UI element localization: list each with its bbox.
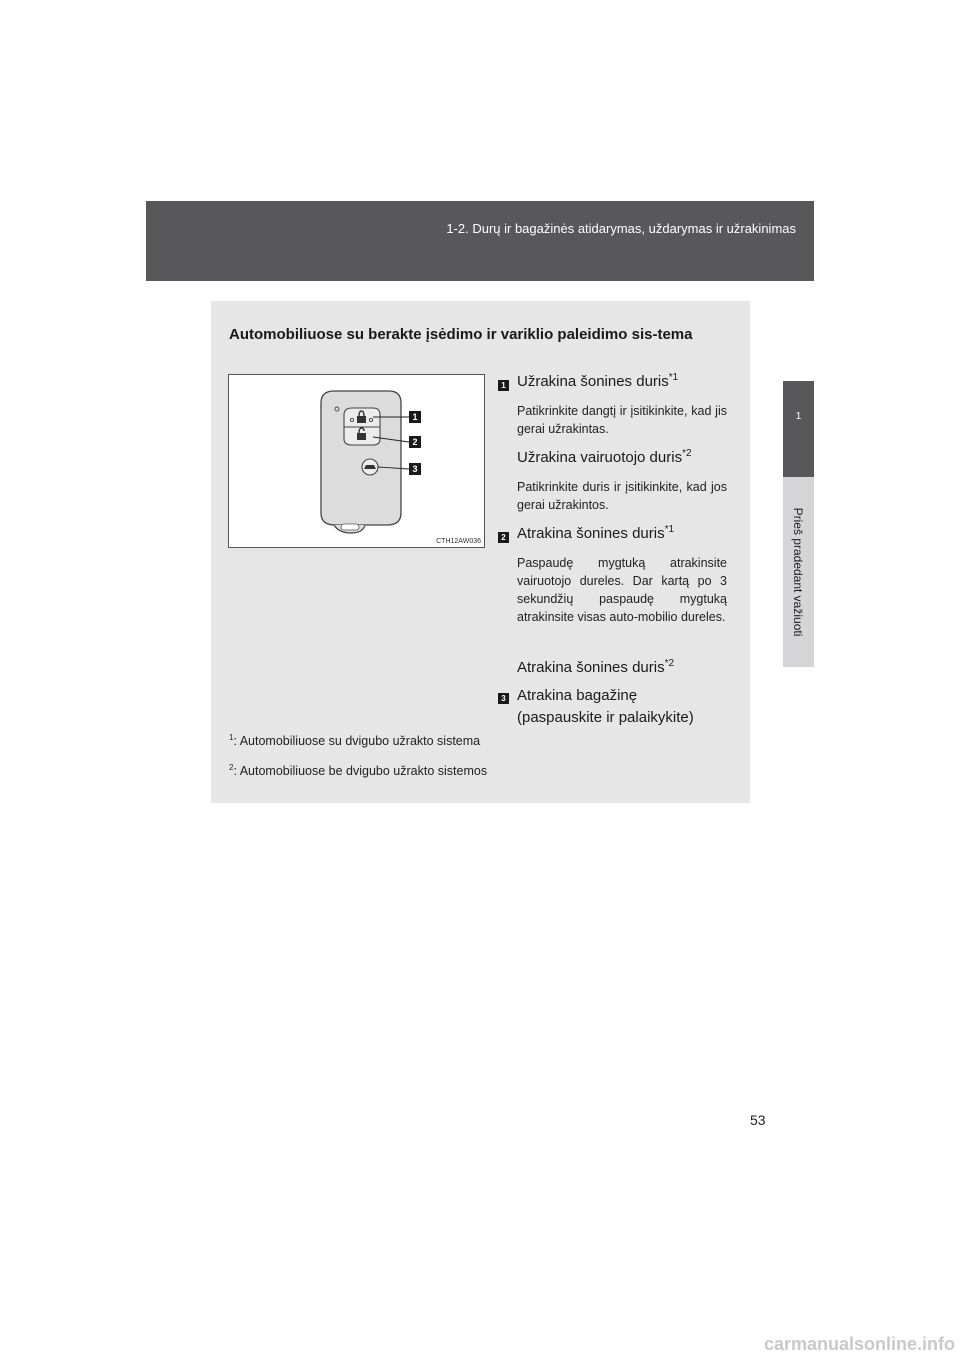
- item-note: Patikrinkite dangtį ir įsitikinkite, kad jis gerai užrakintas.: [517, 404, 727, 436]
- smart-key-illustration: [229, 375, 484, 547]
- item-heading: Atrakina šonines duris$^{*2}$: [517, 658, 675, 676]
- item-marker-2: 2: [498, 532, 509, 543]
- footnote-2: $^2$: Automobiliuose be dvigubo užrakto sistemos: [229, 763, 488, 779]
- chapter-header: [146, 201, 814, 281]
- chapter-title: 1-2. Durų ir bagažinės atidarymas, uždarymas ir užrakinimas: [446, 221, 796, 236]
- svg-text:carmanualsonline.info: carmanualsonline.info: [763, 1334, 955, 1354]
- item-heading: Užrakina šonines duris$^{*1}$: [517, 372, 679, 390]
- panel-title: Automobiliuose su berakte įsėdimo ir variklio paleidimo sis-tema: [229, 326, 693, 343]
- item-heading: Užrakina vairuotojo duris$^{*2}$: [517, 448, 692, 466]
- page-number: 53: [750, 1112, 766, 1128]
- item-heading-continued: (paspauskite ir palaikykite): [517, 709, 694, 726]
- chapter-side-label: Prieš pradedant važiuoti: [791, 507, 805, 637]
- figure-code: CTH12AW036: [436, 538, 481, 545]
- item-note: Patikrinkite duris ir įsitikinkite, kad jos gerai užrakintos.: [517, 480, 727, 512]
- chapter-number-tab: [783, 381, 814, 477]
- info-panel: [211, 301, 750, 803]
- callout-1: 1: [409, 411, 421, 423]
- footnote-1: $^1$: Automobiliuose su dvigubo užrakto sistema: [229, 733, 481, 749]
- item-heading: Atrakina šonines duris$^{*1}$: [517, 524, 675, 542]
- chapter-number: 1: [795, 411, 802, 422]
- callout-3: 3: [409, 463, 421, 475]
- key-figure: [228, 374, 485, 548]
- item-heading: Atrakina bagažinę: [517, 687, 638, 704]
- callout-2: 2: [409, 436, 421, 448]
- item-note: Paspaudę mygtuką atrakinsite vairuotojo dureles. Dar kartą po 3 sekundžių paspaudę mygtuką atrakinsite visas auto-mobilio dureles.: [517, 556, 727, 624]
- item-marker-3: 3: [498, 693, 509, 704]
- watermark-logo: [0, 1328, 960, 1358]
- chapter-side-tab: [783, 477, 814, 667]
- item-marker-1: 1: [498, 380, 509, 391]
